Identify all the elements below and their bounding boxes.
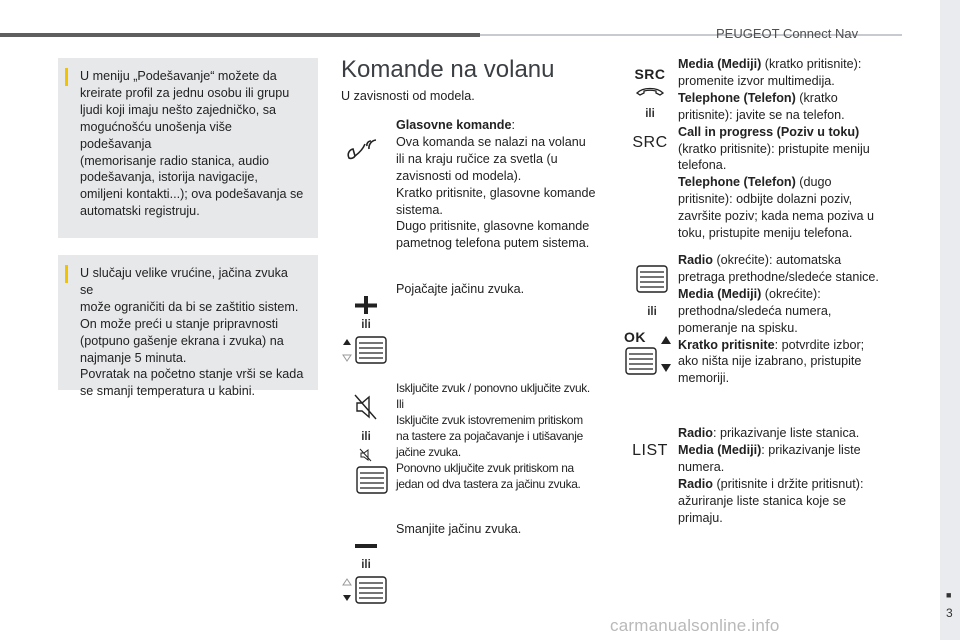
note-heat <box>58 255 318 399</box>
thumbwheel-down-icon <box>342 575 390 605</box>
mute-desc: Isključite zvuk / ponovno uključite zvuk. Ili Isključite zvuk istovremenim pritiskom na tastere za pojačavanje i utišavanje jačine zvuka. Ponovno uključite zvuk pritiskom na jedan od dva tastera za jačinu zvuka. <box>396 381 590 491</box>
src-icon-area <box>622 66 678 152</box>
or-label: ili <box>361 319 371 331</box>
phone-icon <box>635 85 665 97</box>
page-number: ■ 3 <box>946 590 953 620</box>
right-margin-strip <box>940 0 960 640</box>
list-label: LIST <box>632 442 668 459</box>
note-accent-bar <box>65 68 68 86</box>
voice-command-icon <box>345 136 383 162</box>
or-label: ili <box>647 306 657 318</box>
or-label: ili <box>361 559 371 571</box>
thumbwheel-up-icon <box>342 335 390 365</box>
note-text: U slučaju velike vrućine, jačina zvuka se može ograničiti da bi se zaštitio sistem. On može preći u stanje pripravnosti (potpuno gašenje ekrana i zvuka) na najmanje 5 minuta. Povratak na početno stanje vrši se kada se smanji temperatura u kabini. <box>80 266 304 399</box>
volume-up-icon-area <box>341 296 391 365</box>
more-marker: ■ <box>946 590 952 600</box>
top-rule <box>0 33 480 37</box>
ok-group <box>624 330 658 376</box>
or-label: ili <box>361 431 371 443</box>
thumbwheel-icon <box>635 264 669 294</box>
watermark: carmanualsonline.info <box>610 616 780 635</box>
note-text: U meniju „Podešavanje“ možete da kreirate profil za jednu osobu ili grupu ljudi koji imaju nešto zajedničko, sa mogućnošću unošenja više podešavanja (memorisanje radio stanica, audio podešavanja, istorija navigacije, omiljeni kontakti...); ova podešavanja se automatski registruju. <box>80 69 304 219</box>
thumbwheel-icon <box>624 346 658 376</box>
list-icon-area <box>622 442 678 460</box>
section-subtitle: U zavisnosti od modela. <box>341 89 475 103</box>
minus-icon <box>355 542 377 550</box>
ok-wheel-group <box>624 330 672 376</box>
ok-label: OK <box>624 329 646 345</box>
volume-down-icon-area <box>341 542 391 605</box>
note-accent-bar <box>65 265 68 283</box>
up-down-arrows-icon <box>660 330 672 376</box>
mute-icon <box>353 392 379 422</box>
header-title: PEUGEOT Connect Nav <box>716 26 859 41</box>
voice-icon-area <box>343 136 385 162</box>
note-profile <box>58 58 318 238</box>
mute-icon-area <box>341 392 391 495</box>
src-desc: Media (Mediji) (kratko pritisnite): promenite izvor multimedija. Telephone (Telefon) (kratko pritisnite): javite se na telefon. Call in progress (Poziv u toku) (kratko pritisnite): pristupite meniju telefona. Telephone (Telefon) (dugo pritisnite): odbijte dolazni poziv, završite poziv; kada nema poziva u toku, pristupite meniju telefona. <box>678 57 875 241</box>
volume-up-desc: Pojačajte jačinu zvuka. <box>396 282 525 296</box>
section-title: Komande na volanu <box>341 56 555 83</box>
src-label: SRC <box>632 134 668 151</box>
list-desc: Radio: prikazivanje liste stanica. Media (Mediji): prikazivanje liste numera. Radio (pritisnite i držite pritisnut): ažuriranje liste stanica koje se primaju. <box>678 426 864 525</box>
voice-command-desc: Glasovne komande: Ova komanda se nalazi na volanu ili na kraju ručice za svetla (u zavisnosti od modela). Kratko pritisnite, glasovne komande sistema. Dugo pritisnite, glasovne komande pametnog telefona putem sistema. <box>396 118 596 251</box>
wheel-icon-area <box>618 264 678 376</box>
plus-icon <box>354 296 378 314</box>
thumbwheel-icon <box>355 465 389 495</box>
wheel-desc: Radio (okrećite): automatska pretraga prethodne/sledeće stanice. Media (Mediji) (okrećite): prethodna/sledeća numera, pomeranje na spisku. Kratko pritisnite: potvrdite izbor; ako ništa nije izabrano, pristupite memoriji. <box>678 253 879 386</box>
mute-small-icon <box>359 448 373 462</box>
volume-down-desc: Smanjite jačinu zvuka. <box>396 522 522 536</box>
or-label: ili <box>645 108 655 120</box>
src-label: SRC <box>634 66 666 82</box>
